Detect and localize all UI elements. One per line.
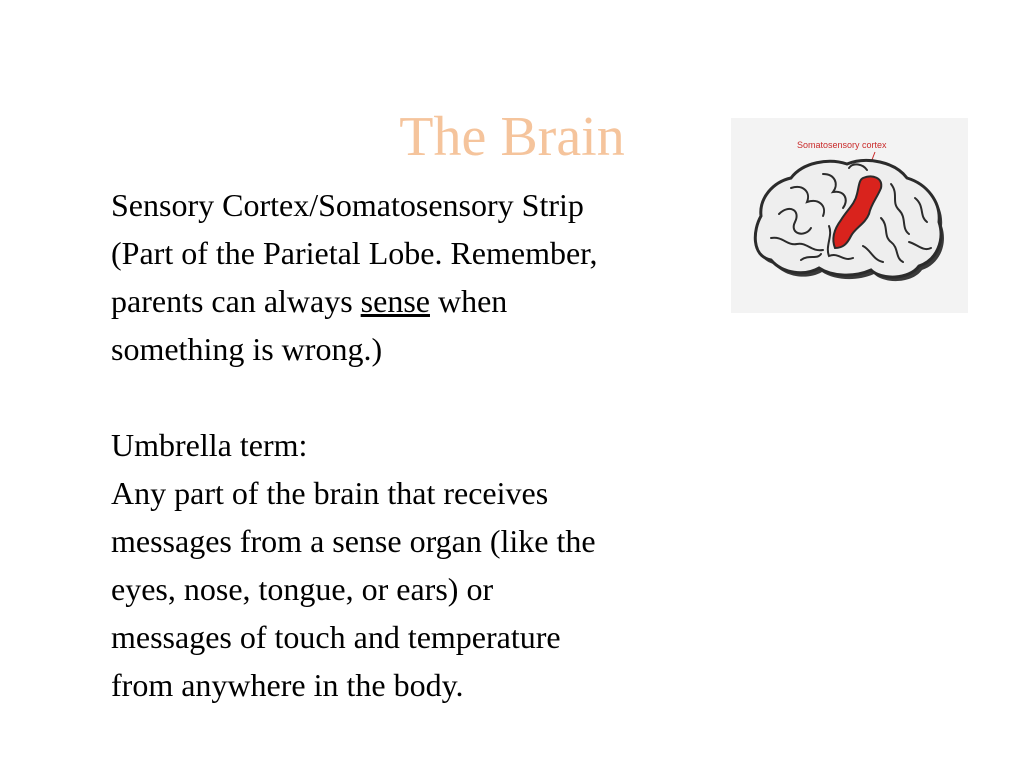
body-line bbox=[111, 277, 731, 325]
body-line: messages of touch and temperature bbox=[111, 619, 561, 655]
body-line: Sensory Cortex/Somatosensory Strip bbox=[111, 187, 584, 223]
slide-body bbox=[111, 181, 731, 709]
body-line: eyes, nose, tongue, or ears) or bbox=[111, 571, 494, 607]
body-line: (Part of the Parietal Lobe. Remember, bbox=[111, 235, 598, 271]
body-text-fragment: parents can always bbox=[111, 283, 361, 319]
umbrella-heading: Umbrella term: bbox=[111, 427, 308, 463]
underlined-word: sense bbox=[360, 283, 430, 319]
brain-illustration bbox=[731, 118, 968, 313]
brain-diagram-image bbox=[731, 118, 968, 313]
body-text-fragment: when bbox=[429, 283, 508, 319]
body-line: from anywhere in the body. bbox=[111, 667, 464, 703]
slide-title: The Brain bbox=[399, 106, 625, 168]
body-line: messages from a sense organ (like the bbox=[111, 523, 596, 559]
body-line: Any part of the brain that receives bbox=[111, 475, 549, 511]
paragraph-spacer bbox=[111, 373, 731, 421]
somatosensory-cortex-label: Somatosensory cortex bbox=[797, 140, 887, 150]
body-line: something is wrong.) bbox=[111, 331, 383, 367]
